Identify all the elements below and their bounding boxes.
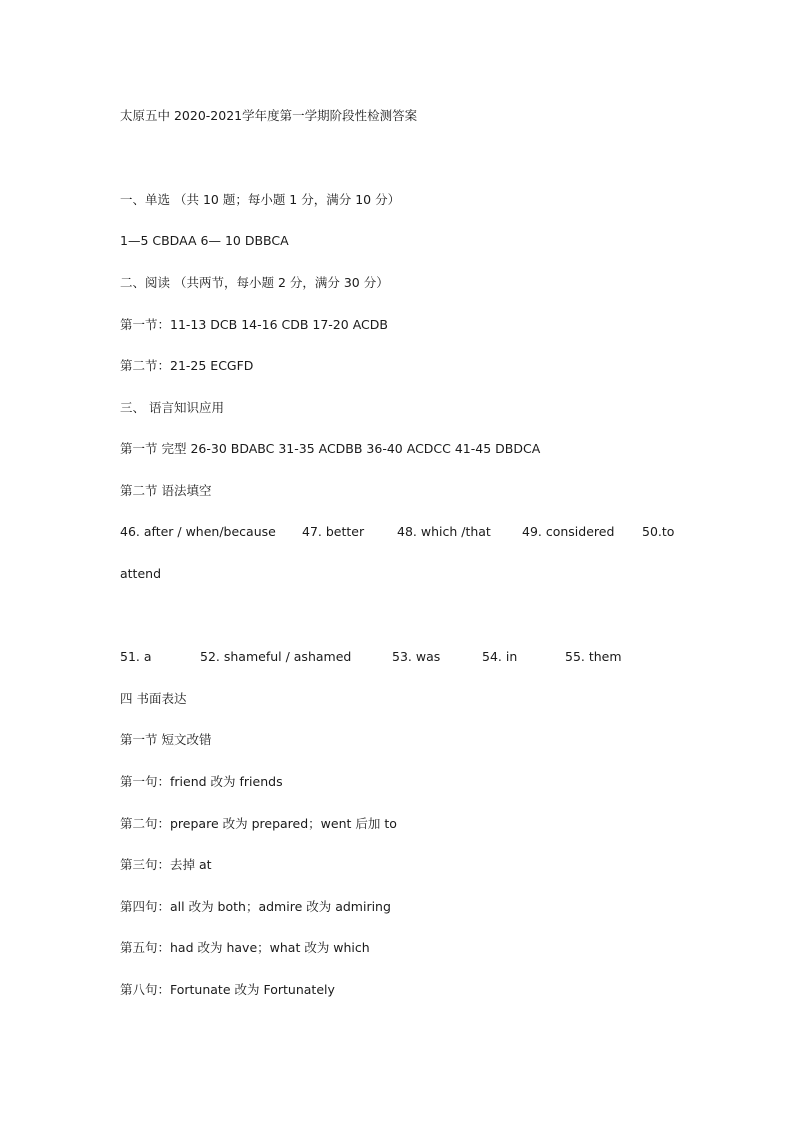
correction-sentence-3: 第三句：去掉 at — [120, 857, 212, 872]
section2-heading: 二、阅读 （共两节，每小题 2 分，满分 30 分） — [120, 275, 389, 290]
section2-part1: 第一节：11-13 DCB 14-16 CDB 17-20 ACDB — [120, 317, 388, 332]
grammar-answer-55: 55. them — [565, 649, 622, 664]
grammar-answer-50: 50.to — [642, 524, 675, 539]
grammar-answer-49: 49. considered — [522, 524, 615, 539]
correction-sentence-5: 第五句：had 改为 have；what 改为 which — [120, 940, 370, 955]
correction-sentence-1: 第一句：friend 改为 friends — [120, 774, 283, 789]
grammar-answer-48: 48. which /that — [397, 524, 491, 539]
section3-part1: 第一节 完型 26-30 BDABC 31-35 ACDBB 36-40 ACDCC 41-45 DBDCA — [120, 441, 541, 456]
correction-sentence-4: 第四句：all 改为 both；admire 改为 admiring — [120, 899, 391, 914]
correction-sentence-8: 第八句：Fortunate 改为 Fortunately — [120, 982, 335, 997]
correction-sentence-2: 第二句：prepare 改为 prepared；went 后加 to — [120, 816, 397, 831]
grammar-answer-51: 51. a — [120, 649, 152, 664]
grammar-answer-54: 54. in — [482, 649, 518, 664]
section4-part1-heading: 第一节 短文改错 — [120, 732, 212, 747]
section1-heading: 一、单选 （共 10 题；每小题 1 分，满分 10 分） — [120, 192, 401, 207]
section2-part2: 第二节：21-25 ECGFD — [120, 358, 254, 373]
grammar-answer-50-cont: attend — [120, 566, 162, 581]
grammar-answer-53: 53. was — [392, 649, 441, 664]
grammar-answer-46: 46. after / when/because — [120, 524, 276, 539]
grammar-answer-47: 47. better — [302, 524, 365, 539]
page-title: 太原五中 2020-2021学年度第一学期阶段性检测答案 — [120, 108, 418, 123]
section4-heading: 四 书面表达 — [120, 691, 187, 706]
section1-answers: 1—5 CBDAA 6— 10 DBBCA — [120, 233, 289, 248]
section3-part2-heading: 第二节 语法填空 — [120, 483, 212, 498]
grammar-answer-52: 52. shameful / ashamed — [200, 649, 352, 664]
section3-heading: 三、 语言知识应用 — [120, 400, 224, 415]
